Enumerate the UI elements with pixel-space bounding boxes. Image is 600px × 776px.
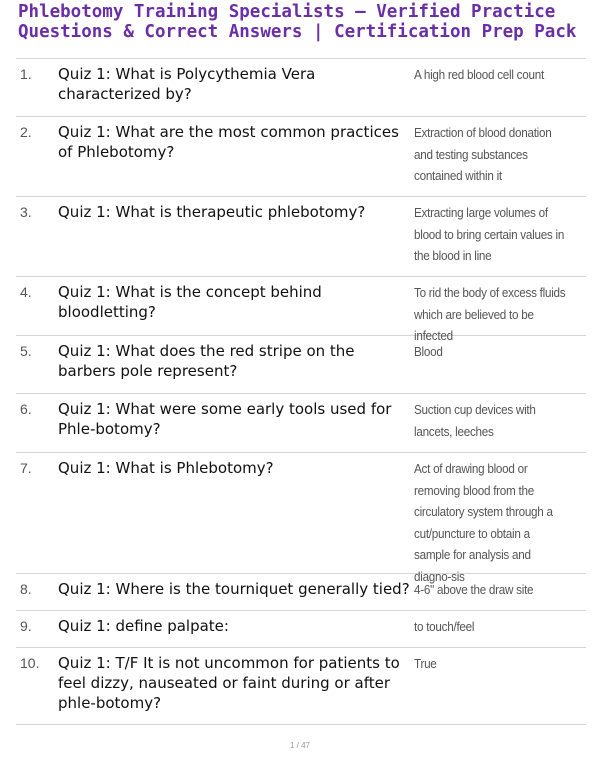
qa-row [16,610,586,647]
qa-row [16,196,586,276]
page-number: 1 / 47 [289,741,310,750]
answer-text: Extraction of blood donation and testing substances contained within it [414,125,552,183]
qa-row [16,335,586,393]
answer-text: 4-6" above the draw site [414,582,534,597]
qa-row [16,573,586,610]
item-number: 7. [20,460,32,476]
answer-text: Blood [414,344,443,359]
question-text: Quiz 1: What does the red stripe on the barbers pole represent? [58,342,355,380]
question-text: Quiz 1: What is Phlebotomy? [58,459,274,477]
answer-text: to touch/feel [414,619,475,634]
question-answer-list [16,58,586,725]
document-title: Phlebotomy Training Specialists – Verified Practice Questions & Correct Answers | Certification Prep Pack [18,2,577,42]
item-number: 9. [20,618,32,634]
item-number: 5. [20,343,32,359]
item-number: 6. [20,401,32,417]
item-number: 8. [20,581,32,597]
question-text: Quiz 1: What is the concept behind bloodletting? [58,283,322,321]
answer-text: A high red blood cell count [414,67,544,82]
item-number: 1. [20,66,32,82]
question-text: Quiz 1: What is Polycythemia Vera characterized by? [58,65,316,103]
qa-row [16,393,586,452]
qa-row [16,116,586,196]
question-text: Quiz 1: Where is the tourniquet generally tied? [58,580,410,598]
question-text: Quiz 1: T/F It is not uncommon for patients to feel dizzy, nauseated or faint during or after phle-botomy? [58,654,400,712]
item-number: 4. [20,284,32,300]
answer-text: Act of drawing blood or removing blood from the circulatory system through a cut/puncture to obtain a sample for analysis and diagno-sis [414,461,553,584]
qa-row [16,276,586,343]
question-text: Quiz 1: define palpate: [58,617,229,635]
question-text: Quiz 1: What is therapeutic phlebotomy? [58,203,366,221]
qa-row [16,58,586,116]
answer-text: Suction cup devices with lancets, leeches [414,402,536,439]
answer-text: Extracting large volumes of blood to bring certain values in the blood in line [414,205,565,263]
question-text: Quiz 1: What are the most common practices of Phlebotomy? [58,123,399,161]
qa-row [16,452,586,584]
item-number: 10. [20,655,40,671]
item-number: 2. [20,124,32,140]
answer-text: To rid the body of excess fluids which are believed to be infected [414,285,566,343]
question-text: Quiz 1: What were some early tools used for Phle-botomy? [58,400,392,438]
answer-text: True [414,656,437,671]
item-number: 3. [20,204,32,220]
qa-row [16,647,586,725]
